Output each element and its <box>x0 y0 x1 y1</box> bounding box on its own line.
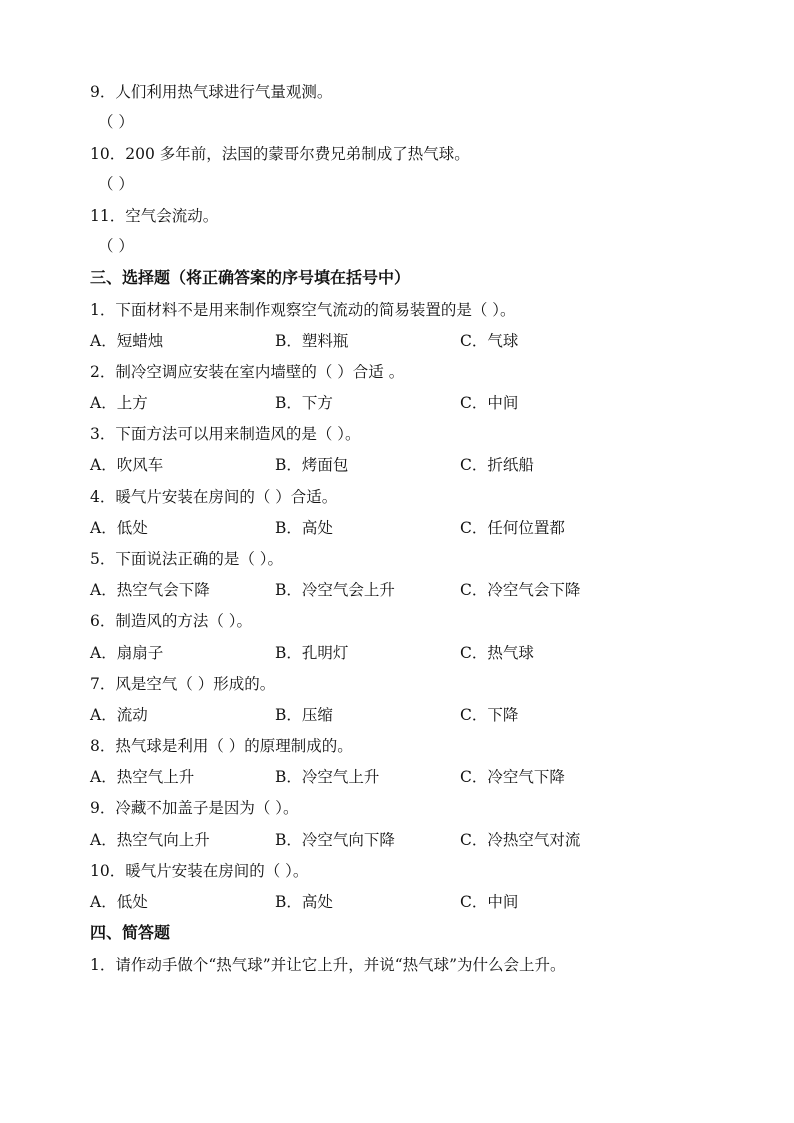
choice-option-c: C．气球 <box>460 332 519 350</box>
choice-option-a: A．流动 <box>90 706 148 724</box>
choice-option-b: B．下方 <box>275 394 333 412</box>
choice-question-4: 4．暖气片安装在房间的（ ）合适。 <box>90 488 338 506</box>
judge-question-10: 10．200 多年前，法国的蒙哥尔费兄弟制成了热气球。 <box>90 145 470 163</box>
choice-option-b: B．冷空气上升 <box>275 768 380 786</box>
answer-paren: （ ） <box>98 113 134 131</box>
answer-paren: （ ） <box>98 237 134 255</box>
choice-option-a: A．扇扇子 <box>90 644 164 662</box>
choice-option-b: B．塑料瓶 <box>275 332 349 350</box>
choice-option-a: A．上方 <box>90 394 148 412</box>
choice-option-c: C．任何位置都 <box>460 519 565 537</box>
choice-question-6: 6．制造风的方法（ ）。 <box>90 612 253 630</box>
choice-option-a: A．热空气上升 <box>90 768 195 786</box>
choice-option-a: A．热空气向上升 <box>90 831 210 849</box>
choice-option-b: B．高处 <box>275 893 333 911</box>
choice-option-c: C．冷热空气对流 <box>460 831 581 849</box>
choice-option-a: A．吹风车 <box>90 456 164 474</box>
choice-question-2: 2．制冷空调应安装在室内墙壁的（ ）合适 。 <box>90 363 405 381</box>
choice-question-3: 3．下面方法可以用来制造风的是（ ）。 <box>90 425 361 443</box>
choice-question-7: 7．风是空气（ ）形成的。 <box>90 675 276 693</box>
section-heading-short-answer: 四、简答题 <box>90 923 171 942</box>
choice-option-a: A．低处 <box>90 893 148 911</box>
choice-question-5: 5．下面说法正确的是（ ）。 <box>90 550 284 568</box>
choice-question-8: 8．热气球是利用（ ）的原理制成的。 <box>90 737 353 755</box>
judge-question-9: 9．人们利用热气球进行气量观测。 <box>90 83 333 101</box>
choice-question-10: 10．暖气片安装在房间的（ ）。 <box>90 862 309 880</box>
answer-paren: （ ） <box>98 175 134 193</box>
choice-option-b: B．冷空气向下降 <box>275 831 395 849</box>
choice-option-c: C．下降 <box>460 706 519 724</box>
choice-option-c: C．冷空气下降 <box>460 768 565 786</box>
choice-question-9: 9．冷藏不加盖子是因为（ ）。 <box>90 799 299 817</box>
choice-option-a: A．短蜡烛 <box>90 332 164 350</box>
choice-option-c: C．冷空气会下降 <box>460 581 581 599</box>
choice-option-b: B．孔明灯 <box>275 644 349 662</box>
judge-question-11: 11．空气会流动。 <box>90 207 219 225</box>
choice-option-a: A．低处 <box>90 519 148 537</box>
choice-option-a: A．热空气会下降 <box>90 581 210 599</box>
choice-option-b: B．冷空气会上升 <box>275 581 395 599</box>
choice-option-b: B．烤面包 <box>275 456 349 474</box>
choice-option-b: B．高处 <box>275 519 333 537</box>
section-heading-choice: 三、选择题（将正确答案的序号填在括号中） <box>90 268 411 287</box>
choice-question-1: 1．下面材料不是用来制作观察空气流动的简易装置的是（ ）。 <box>90 301 516 319</box>
choice-option-c: C．中间 <box>460 893 519 911</box>
choice-option-c: C．中间 <box>460 394 519 412</box>
choice-option-c: C．折纸船 <box>460 456 534 474</box>
choice-option-c: C．热气球 <box>460 644 534 662</box>
short-answer-question-1: 1．请作动手做个“热气球”并让它上升，并说“热气球”为什么会上升。 <box>90 956 566 974</box>
choice-option-b: B．压缩 <box>275 706 333 724</box>
